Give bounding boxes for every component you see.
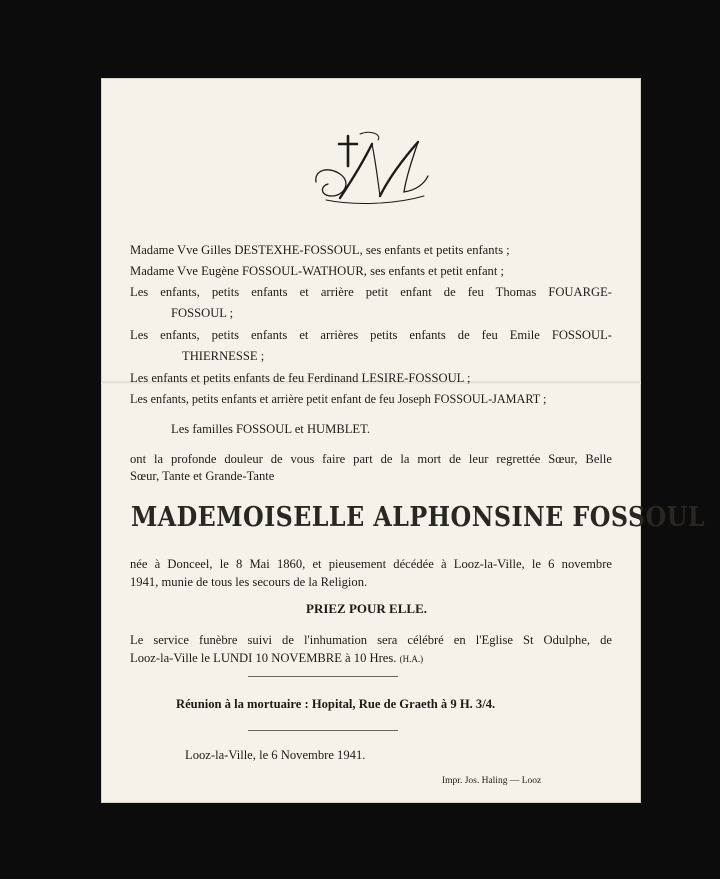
cross-monogram-icon [306, 130, 436, 208]
announcement-line-1: ont la profonde douleur de vous faire part de la mort de leur regrettée Sœur, Belle [130, 452, 612, 466]
family-line-4-continued: THIERNESSE ; [182, 349, 265, 363]
family-line-3-continued: FOSSOUL ; [171, 306, 234, 320]
birth-death-line-1: née à Donceel, le 8 Mai 1860, et pieusement décédée à Looz-la-Ville, le 6 novembre [130, 557, 612, 571]
family-line-3: Les enfants, petits enfants et arrière petit enfant de feu Thomas FOUARGE- [130, 285, 612, 299]
service-line-2 [130, 652, 423, 665]
service-line-1: Le service funèbre suivi de l'inhumation sera célébré en l'Eglise St Odulphe, de [130, 633, 612, 647]
family-line-6: Les enfants, petits enfants et arrière petit enfant de feu Joseph FOSSOUL-JAMART ; [130, 392, 547, 406]
printer-credit: Impr. Jos. Haling — Looz [442, 776, 542, 786]
family-line-1: Madame Vve Gilles DESTEXHE-FOSSOUL, ses enfants et petits enfants ; [130, 243, 510, 257]
other-families: Les familles FOSSOUL et HUMBLET. [171, 422, 371, 436]
place-date: Looz-la-Ville, le 6 Novembre 1941. [185, 748, 366, 762]
service-note: (H.A.) [399, 654, 424, 664]
meeting-info: Réunion à la mortuaire : Hopital, Rue de Graeth à 9 H. 3/4. [176, 697, 496, 711]
family-line-4: Les enfants, petits enfants et arrières petits enfants de feu Emile FOSSOUL- [130, 328, 612, 342]
mourning-notice [101, 78, 706, 803]
prayer-heading: PRIEZ POUR ELLE. [306, 601, 427, 616]
service-date: Looz-la-Ville le LUNDI 10 NOVEMBRE à 10 Hres. [130, 651, 397, 665]
birth-death-line-2: 1941, munie de tous les secours de la Religion. [130, 575, 368, 589]
announcement-line-2: Sœur, Tante et Grande-Tante [130, 469, 275, 483]
family-line-2: Madame Vve Eugène FOSSOUL-WATHOUR, ses enfants et petit enfant ; [130, 264, 505, 278]
family-line-5: Les enfants et petits enfants de feu Ferdinand LESIRE-FOSSOUL ; [130, 371, 471, 385]
divider-bottom [248, 730, 398, 731]
divider-top [248, 676, 398, 677]
deceased-name: MADEMOISELLE ALPHONSINE FOSSOUL [131, 502, 706, 533]
